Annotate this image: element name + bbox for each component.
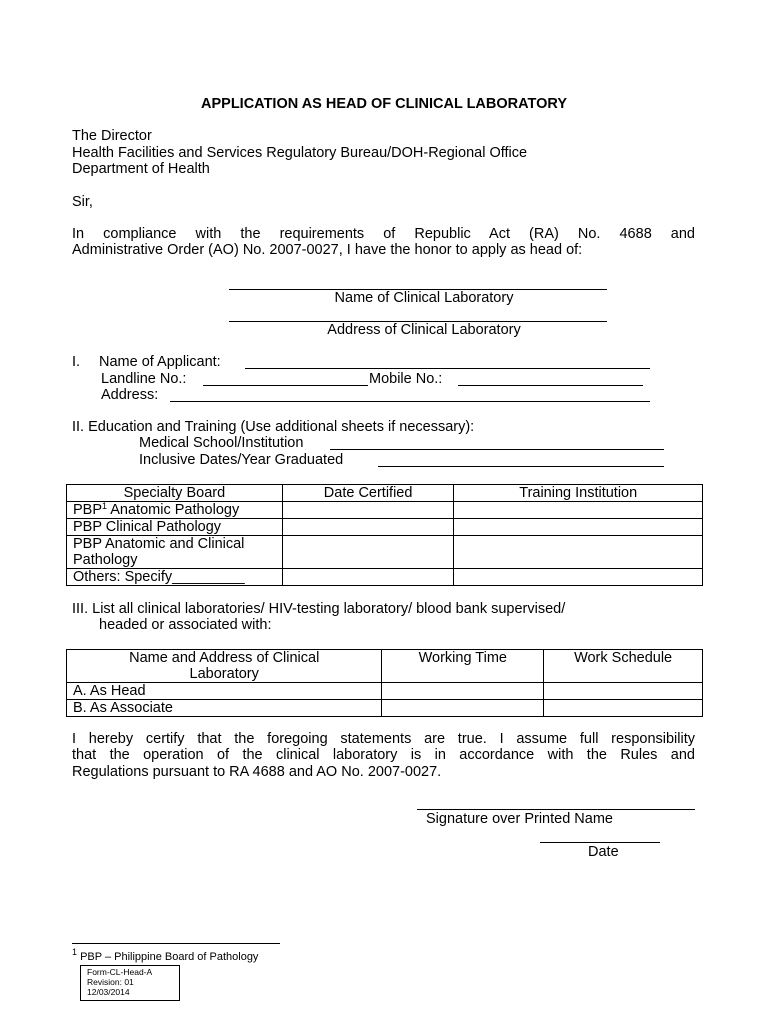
signature-blank[interactable]: [417, 809, 695, 810]
header-name-address-line-1: Name and Address of Clinical: [129, 650, 320, 666]
work-schedule-cell[interactable]: [544, 683, 703, 700]
footnote-ref: 1: [102, 501, 108, 511]
work-schedule-cell[interactable]: [544, 700, 703, 717]
form-revision-stamp: [80, 965, 180, 1001]
specialty-board-table: [66, 484, 703, 586]
header-working-time: Working Time: [382, 650, 544, 683]
anatomic-pathology-text: Anatomic Pathology: [107, 502, 240, 518]
addressee-line-1: The Director: [72, 128, 152, 144]
date-certified-cell[interactable]: [282, 536, 454, 569]
mobile-field[interactable]: [458, 385, 643, 386]
page-title: APPLICATION AS HEAD OF CLINICAL LABORATORY: [201, 96, 567, 112]
date-label: Date: [588, 844, 619, 860]
intro-line-2: Administrative Order (AO) No. 2007-0027, I have the honor to apply as head of:: [72, 242, 583, 258]
address-field[interactable]: [170, 401, 650, 402]
footnote: [72, 949, 258, 966]
mobile-label: Mobile No.:: [369, 371, 443, 387]
applicant-name-field[interactable]: [245, 368, 650, 369]
intro-line-1: In compliance with the requirements of Republic Act (RA) No. 4688 and: [72, 226, 695, 242]
specialty-clinical: PBP Clinical Pathology: [67, 519, 283, 536]
section-1-numeral: I.: [72, 354, 81, 370]
row-as-associate: B. As Associate: [67, 700, 382, 717]
table-row: [67, 519, 703, 536]
training-institution-cell[interactable]: [454, 519, 703, 536]
header-name-address: [67, 650, 382, 683]
landline-label: Landline No.:: [101, 371, 187, 387]
form-revision: Revision: 01: [87, 977, 134, 987]
pbp-abbrev: PBP: [73, 502, 103, 518]
specialty-anatomic-clinical-line-2: Pathology: [73, 552, 138, 568]
table-row: [67, 569, 703, 586]
signature-label: Signature over Printed Name: [426, 811, 613, 827]
dates-graduated-field[interactable]: [378, 466, 664, 467]
specialty-anatomic-clinical: [67, 536, 283, 569]
specialty-anatomic-clinical-line-1: PBP Anatomic and Clinical: [73, 536, 245, 552]
certification-line-1: I hereby certify that the foregoing statements are true. I assume full responsibility: [72, 731, 695, 747]
specialty-anatomic: [67, 502, 283, 519]
table-row: [67, 502, 703, 519]
working-time-cell[interactable]: [382, 700, 544, 717]
table-row: [67, 536, 703, 569]
date-blank[interactable]: [540, 842, 660, 843]
form-code: Form-CL-Head-A: [87, 967, 153, 977]
header-name-address-line-2: Laboratory: [189, 666, 259, 682]
salutation: Sir,: [72, 194, 93, 210]
header-work-schedule: Work Schedule: [544, 650, 703, 683]
specialty-others: Others: Specify_________: [67, 569, 283, 586]
row-as-head: A. As Head: [67, 683, 382, 700]
lab-name-label: Name of Clinical Laboratory: [334, 290, 514, 306]
addressee-line-2: Health Facilities and Services Regulatory Bureau/DOH-Regional Office: [72, 145, 528, 161]
section-2-heading: II. Education and Training (Use additional sheets if necessary):: [72, 419, 475, 435]
header-date-certified: Date Certified: [282, 485, 454, 502]
laboratories-table: [66, 649, 703, 717]
addressee-line-3: Department of Health: [72, 161, 210, 177]
medical-school-label: Medical School/Institution: [139, 435, 304, 451]
date-certified-cell[interactable]: [282, 502, 454, 519]
date-certified-cell[interactable]: [282, 519, 454, 536]
landline-field[interactable]: [203, 385, 368, 386]
lab-address-label: Address of Clinical Laboratory: [327, 322, 521, 338]
working-time-cell[interactable]: [382, 683, 544, 700]
form-date: 12/03/2014: [87, 987, 130, 997]
certification-line-3: Regulations pursuant to RA 4688 and AO No. 2007-0027.: [72, 764, 442, 780]
table-header-row: [67, 650, 703, 683]
certification-line-2: that the operation of the clinical laboratory is in accordance with the Rules and: [72, 747, 695, 763]
date-certified-cell[interactable]: [282, 569, 454, 586]
address-label: Address:: [101, 387, 159, 403]
table-row: [67, 683, 703, 700]
footnote-marker: 1: [72, 947, 78, 957]
footnote-divider: [72, 943, 280, 944]
header-specialty-board: Specialty Board: [67, 485, 283, 502]
training-institution-cell[interactable]: [454, 502, 703, 519]
header-training-institution: Training Institution: [454, 485, 703, 502]
training-institution-cell[interactable]: [454, 569, 703, 586]
table-row: [67, 700, 703, 717]
training-institution-cell[interactable]: [454, 536, 703, 569]
section-3-line-1: III. List all clinical laboratories/ HIV-testing laboratory/ blood bank supervised/: [72, 601, 566, 617]
applicant-name-label: Name of Applicant:: [99, 354, 221, 370]
medical-school-field[interactable]: [330, 449, 664, 450]
table-header-row: [67, 485, 703, 502]
dates-graduated-label: Inclusive Dates/Year Graduated: [139, 452, 344, 468]
footnote-text: PBP – Philippine Board of Pathology: [77, 951, 259, 963]
section-3-line-2: headed or associated with:: [99, 617, 272, 633]
